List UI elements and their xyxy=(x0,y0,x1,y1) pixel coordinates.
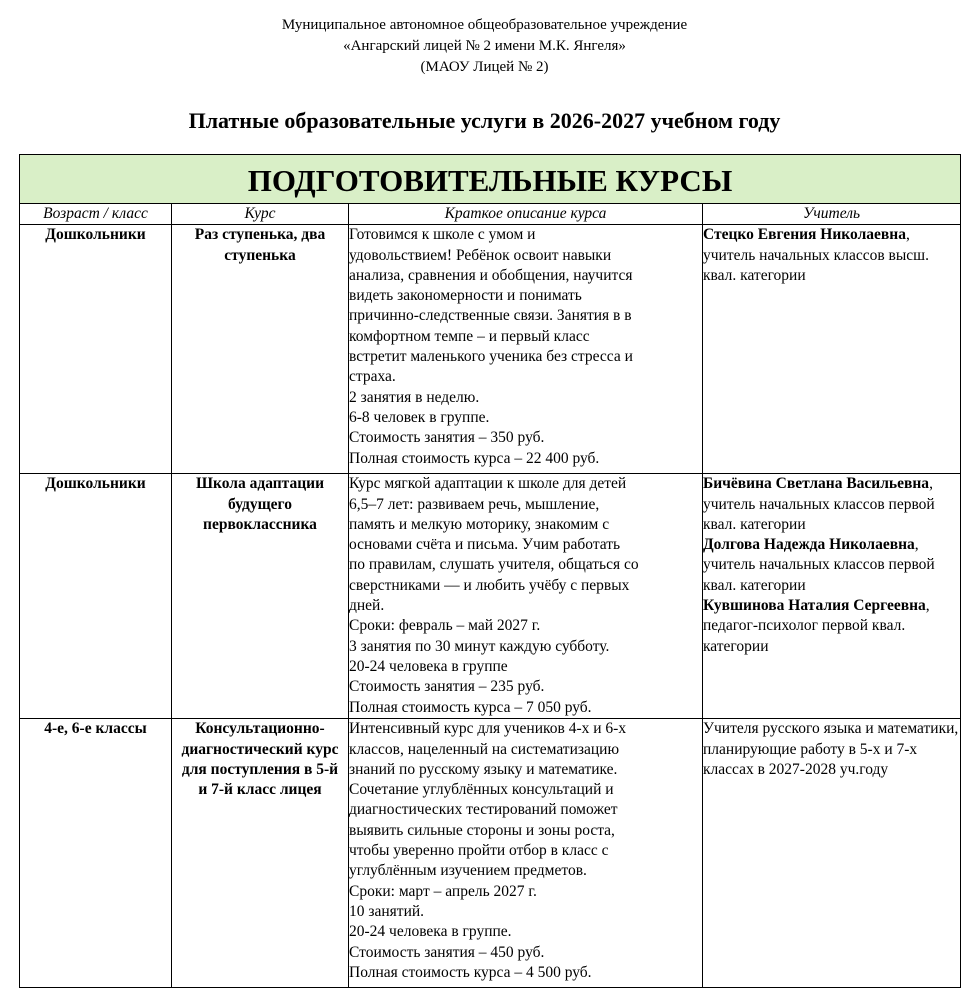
course-cell xyxy=(172,719,349,988)
teacher-role: , учитель начальных классов первой квал. категории xyxy=(703,536,935,594)
course-title: Школа адаптации будущего первоклассника xyxy=(195,475,325,533)
teacher-entry: Учителя русского языка и математики, планирующие работу в 5-х и 7-х классах в 2027-2028 уч.году xyxy=(703,720,959,778)
teacher-entry xyxy=(703,225,960,286)
course-cell xyxy=(172,474,349,719)
course-title: Раз ступенька, два ступенька xyxy=(194,226,326,264)
description-line: Полная стоимость курса – 4 500 руб. xyxy=(349,963,592,981)
teacher-cell xyxy=(703,225,961,474)
description-line: знаний по русскому языку и математике. xyxy=(349,760,618,778)
teacher-role: , педагог-психолог первой квал. категории xyxy=(703,597,930,655)
org-name-line2: «Ангарский лицей № 2 имени М.К. Янгеля» xyxy=(343,38,626,54)
organization-header xyxy=(0,15,969,78)
section-title: ПОДГОТОВИТЕЛЬНЫЕ КУРСЫ xyxy=(20,155,961,204)
age-cell: Дошкольники xyxy=(20,225,172,474)
column-header-teacher: Учитель xyxy=(703,204,961,225)
org-name-line1: Муниципальное автономное общеобразовательное учреждение xyxy=(281,17,688,33)
description-line: встретит маленького ученика без стресса и xyxy=(349,348,633,366)
document-title: Платные образовательные услуги в 2026-2027 учебном году xyxy=(188,108,781,133)
description-line: Готовимся к школе с умом и xyxy=(349,226,536,244)
teacher-role: , учитель начальных классов высш. квал. категории xyxy=(703,226,929,284)
description-line: страха. xyxy=(349,368,396,386)
description-line: анализа, сравнения и обобщения, научится xyxy=(349,266,633,284)
teacher-name: Кувшинова Наталия Сергеевна xyxy=(703,597,926,615)
table-header-row xyxy=(20,204,961,225)
description-line: Стоимость занятия – 350 руб. xyxy=(349,429,545,447)
description-line: Стоимость занятия – 450 руб. xyxy=(349,943,545,961)
description-line: углублённым изучением предметов. xyxy=(349,862,587,880)
description-line: видеть закономерности и понимать xyxy=(349,287,582,305)
description-line: дней. xyxy=(349,597,385,615)
description-line: 2 занятия в неделю. xyxy=(349,388,480,406)
teacher-role: , учитель начальных классов первой квал. категории xyxy=(703,475,935,533)
course-title: Консультационно-диагностический курс для поступления в 5-й и 7-й класс лицея xyxy=(181,720,339,799)
teacher-entry xyxy=(703,596,960,657)
column-header-course: Курс xyxy=(172,204,349,225)
description-line: классов, нацеленный на систематизацию xyxy=(349,740,620,758)
description-line: диагностических тестирований поможет xyxy=(349,801,618,819)
description-line: 20-24 человека в группе xyxy=(349,657,508,675)
teacher-cell xyxy=(703,474,961,719)
teacher-name: Бичёвина Светлана Васильевна xyxy=(703,475,930,493)
column-header-description: Краткое описание курса xyxy=(349,204,703,225)
description-cell xyxy=(349,225,703,474)
description-line: Полная стоимость курса – 22 400 руб. xyxy=(349,449,600,467)
description-cell xyxy=(349,719,703,988)
description-line: Курс мягкой адаптации к школе для детей xyxy=(349,475,627,493)
description-line: память и мелкую моторику, знакомим с xyxy=(349,515,610,533)
description-line: 6,5–7 лет: развиваем речь, мышление, xyxy=(349,495,600,513)
description-line: Полная стоимость курса – 7 050 руб. xyxy=(349,698,592,716)
age-cell: Дошкольники xyxy=(20,474,172,719)
description-line: 3 занятия по 30 минут каждую субботу. xyxy=(349,637,610,655)
teacher-entry xyxy=(703,474,960,535)
description-line: 20-24 человека в группе. xyxy=(349,923,512,941)
description-line: Сроки: февраль – май 2027 г. xyxy=(349,617,541,635)
column-header-age: Возраст / класс xyxy=(20,204,172,225)
teacher-name: Стецко Евгения Николаевна xyxy=(703,226,906,244)
description-line: 6-8 человек в группе. xyxy=(349,408,490,426)
description-cell xyxy=(349,474,703,719)
description-line: Сроки: март – апрель 2027 г. xyxy=(349,882,537,900)
description-line: причинно-следственные связи. Занятия в в xyxy=(349,307,632,325)
courses-table xyxy=(19,154,961,988)
description-line: Стоимость занятия – 235 руб. xyxy=(349,678,545,696)
description-line: Сочетание углублённых консультаций и xyxy=(349,781,614,799)
description-line: выявить сильные стороны и зоны роста, xyxy=(349,821,615,839)
description-line: по правилам, слушать учителя, общаться со xyxy=(349,556,639,574)
org-name-line3: (МАОУ Лицей № 2) xyxy=(420,59,549,75)
description-line: Интенсивный курс для учеников 4-х и 6-х xyxy=(349,720,627,738)
description-line: чтобы уверенно пройти отбор в класс с xyxy=(349,842,609,860)
table-row xyxy=(20,225,961,474)
teacher-cell xyxy=(703,719,961,988)
table-row xyxy=(20,719,961,988)
description-line: сверстниками — и любить учёбу с первых xyxy=(349,576,630,594)
table-row xyxy=(20,474,961,719)
description-line: основами счёта и письма. Учим работать xyxy=(349,536,621,554)
course-cell xyxy=(172,225,349,474)
age-cell: 4-е, 6-е классы xyxy=(20,719,172,988)
description-line: удовольствием! Ребёнок освоит навыки xyxy=(349,246,612,264)
teacher-name: Долгова Надежда Николаевна xyxy=(703,536,915,554)
description-line: комфортном темпе – и первый класс xyxy=(349,327,590,345)
description-line: 10 занятий. xyxy=(349,902,425,920)
teacher-entry xyxy=(703,535,960,596)
